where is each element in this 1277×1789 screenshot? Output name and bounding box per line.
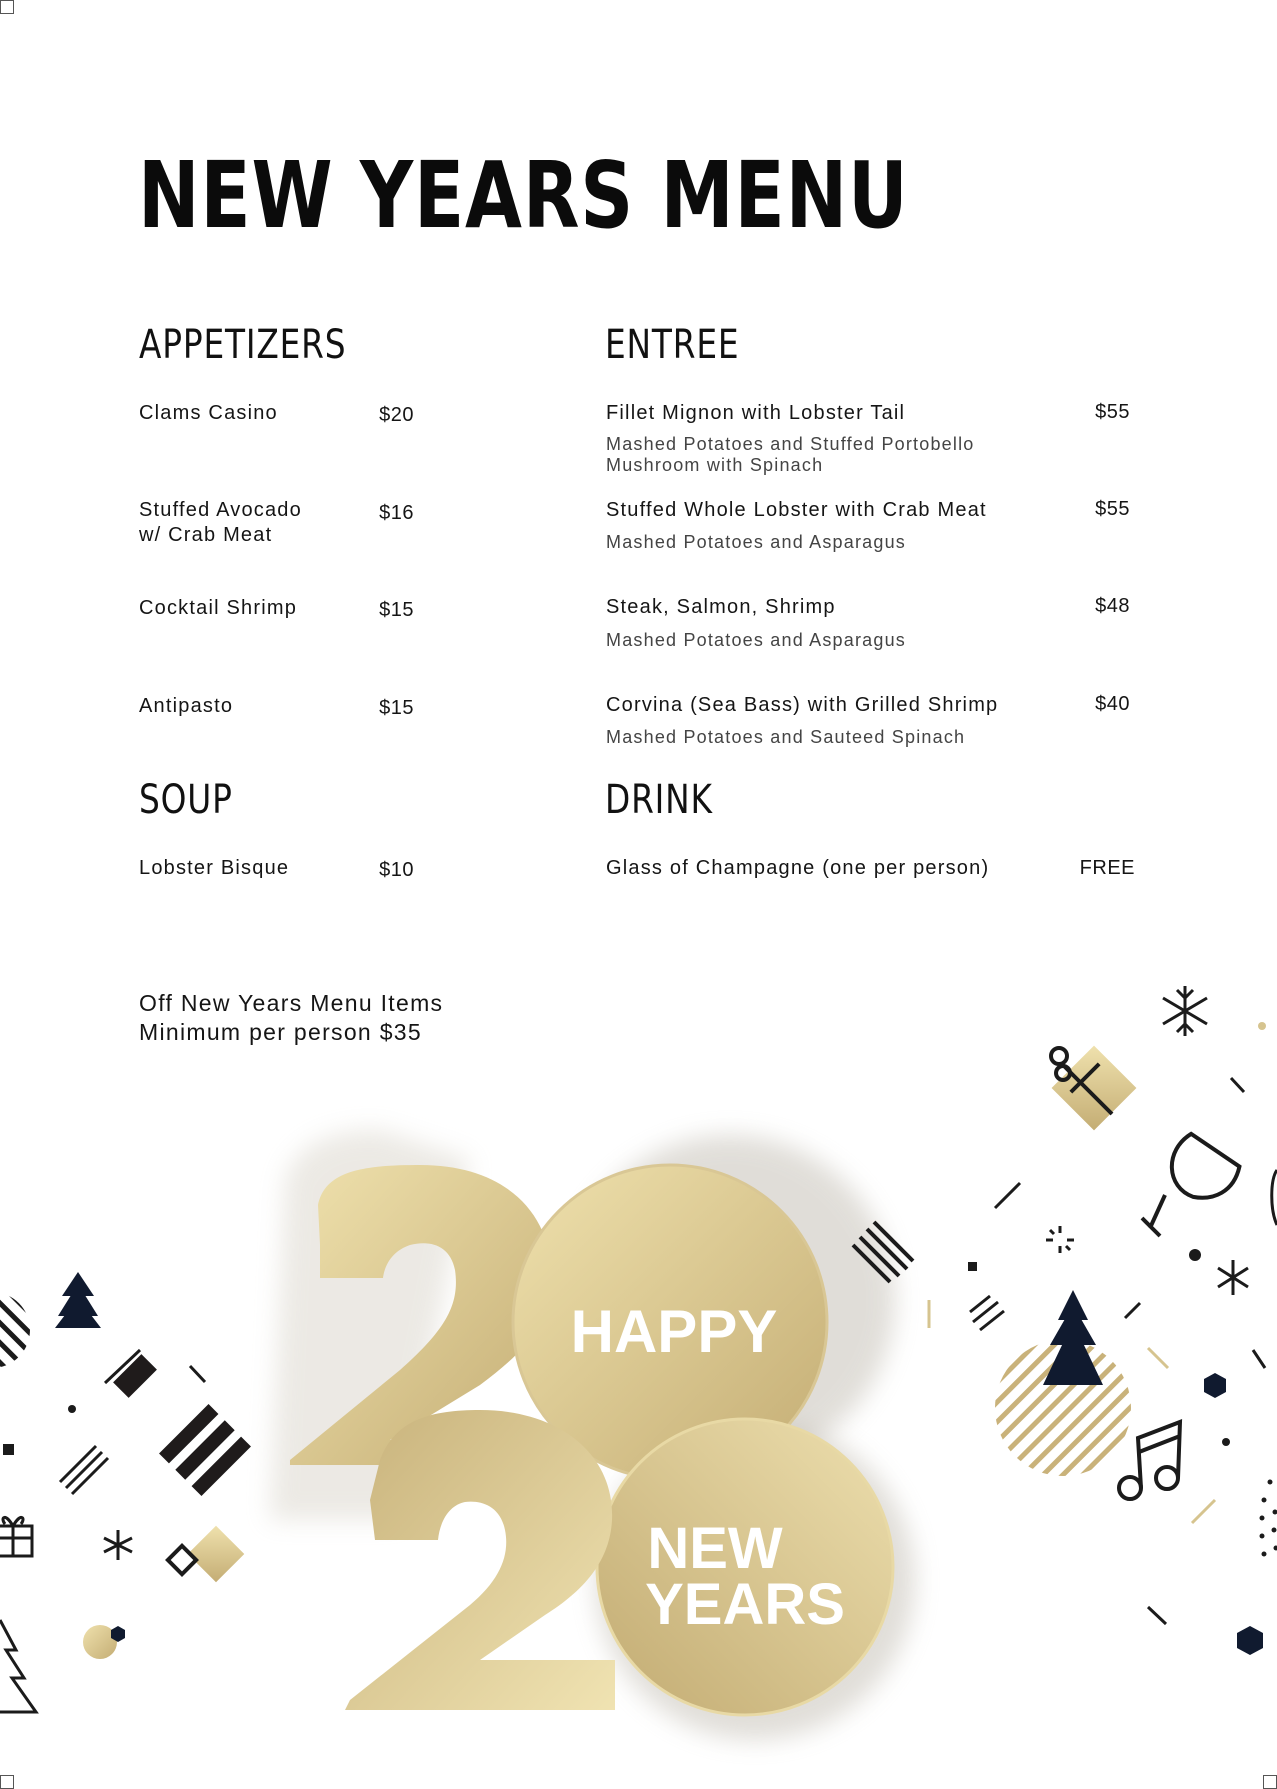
christmas-tree-icon bbox=[55, 1272, 101, 1328]
drink-heading: DRINK bbox=[605, 777, 713, 823]
dash-right-2 bbox=[995, 1183, 1020, 1208]
square-right bbox=[968, 1262, 977, 1271]
gift-icon bbox=[0, 1517, 32, 1556]
new-text: NEW bbox=[647, 1516, 783, 1581]
entree-name: Corvina (Sea Bass) with Grilled Shrimp bbox=[606, 694, 999, 716]
appetizer-price: $15 bbox=[379, 697, 414, 719]
new-year-decoration bbox=[0, 940, 1277, 1789]
dot-right-2 bbox=[1222, 1438, 1230, 1446]
corner-mark-top-left bbox=[0, 0, 14, 14]
entree-name: Stuffed Whole Lobster with Crab Meat bbox=[606, 499, 987, 521]
menu-title: NEW YEARS MENU bbox=[138, 142, 909, 249]
christmas-tree-icon-right bbox=[1043, 1290, 1103, 1385]
asterisk-icon bbox=[104, 1530, 132, 1560]
sparkle-icon bbox=[1046, 1226, 1074, 1253]
dash-right-4 bbox=[1253, 1350, 1265, 1368]
music-note-icon bbox=[1119, 1422, 1180, 1499]
dot-left bbox=[68, 1405, 76, 1413]
entree-price: $55 bbox=[1095, 401, 1130, 423]
note-line-2: Minimum per person $35 bbox=[139, 1019, 422, 1045]
dash-right-5 bbox=[1148, 1607, 1166, 1624]
gold-dot-right bbox=[1258, 1022, 1266, 1030]
appetizer-name: Cocktail Shrimp bbox=[139, 597, 298, 619]
entree-price: $40 bbox=[1095, 693, 1130, 715]
triple-lines-right bbox=[970, 1296, 1004, 1330]
hexagon-icon-right bbox=[1204, 1373, 1226, 1398]
entree-description: Mashed Potatoes and Asparagus bbox=[606, 630, 906, 650]
black-stripe-block bbox=[159, 1404, 251, 1496]
dotted-arc-right bbox=[1260, 1480, 1277, 1557]
digit-two-bottom bbox=[345, 1410, 615, 1710]
gold-dash-right bbox=[1148, 1348, 1168, 1368]
appetizer-price: $20 bbox=[379, 404, 414, 426]
dash-right-3 bbox=[1125, 1303, 1140, 1318]
entree-description: Mashed Potatoes and Sauteed Spinach bbox=[606, 727, 966, 747]
note-line-1: Off New Years Menu Items bbox=[139, 990, 444, 1016]
soup-name: Lobster Bisque bbox=[139, 857, 290, 879]
hexagon-icon-right-2 bbox=[1237, 1626, 1263, 1655]
years-text: YEARS bbox=[645, 1572, 845, 1637]
gift-icon-right bbox=[1051, 1046, 1136, 1131]
snowflake-icon bbox=[1163, 986, 1207, 1036]
entree-name: Fillet Mignon with Lobster Tail bbox=[606, 402, 906, 424]
square-left bbox=[3, 1444, 14, 1455]
entree-heading: ENTREE bbox=[605, 322, 740, 368]
appetizer-price: $16 bbox=[379, 502, 414, 524]
drink-price: FREE bbox=[1079, 857, 1135, 879]
left-striped-circle bbox=[0, 1292, 30, 1368]
entree-price: $55 bbox=[1095, 498, 1130, 520]
dot-right-1 bbox=[1189, 1249, 1201, 1261]
entree-description: Mashed Potatoes and Stuffed Portobello Mushroom with Spinach bbox=[606, 434, 975, 475]
asterisk-icon-right bbox=[1218, 1260, 1248, 1295]
soup-heading: SOUP bbox=[139, 777, 233, 823]
entree-price: $48 bbox=[1095, 595, 1130, 617]
wine-glass-icon bbox=[1142, 1128, 1243, 1236]
appetizer-name: Stuffed Avocado w/ Crab Meat bbox=[139, 499, 302, 546]
black-block-left bbox=[113, 1354, 157, 1398]
gold-dash-right-2 bbox=[1192, 1500, 1215, 1523]
entree-name: Steak, Salmon, Shrimp bbox=[606, 596, 836, 618]
partial-shape-right-edge bbox=[1272, 1170, 1277, 1225]
appetizer-price: $15 bbox=[379, 599, 414, 621]
appetizer-name: Antipasto bbox=[139, 695, 234, 717]
appetizers-heading: APPETIZERS bbox=[139, 322, 347, 368]
happy-text: HAPPY bbox=[570, 1298, 778, 1365]
soup-price: $10 bbox=[379, 859, 414, 881]
gold-diamond-left bbox=[188, 1526, 245, 1583]
entree-description: Mashed Potatoes and Asparagus bbox=[606, 532, 906, 552]
tree-outline-icon bbox=[0, 1620, 36, 1712]
drink-name: Glass of Champagne (one per person) bbox=[606, 857, 990, 879]
appetizer-name: Clams Casino bbox=[139, 402, 278, 424]
dash-right-1 bbox=[1231, 1078, 1244, 1092]
